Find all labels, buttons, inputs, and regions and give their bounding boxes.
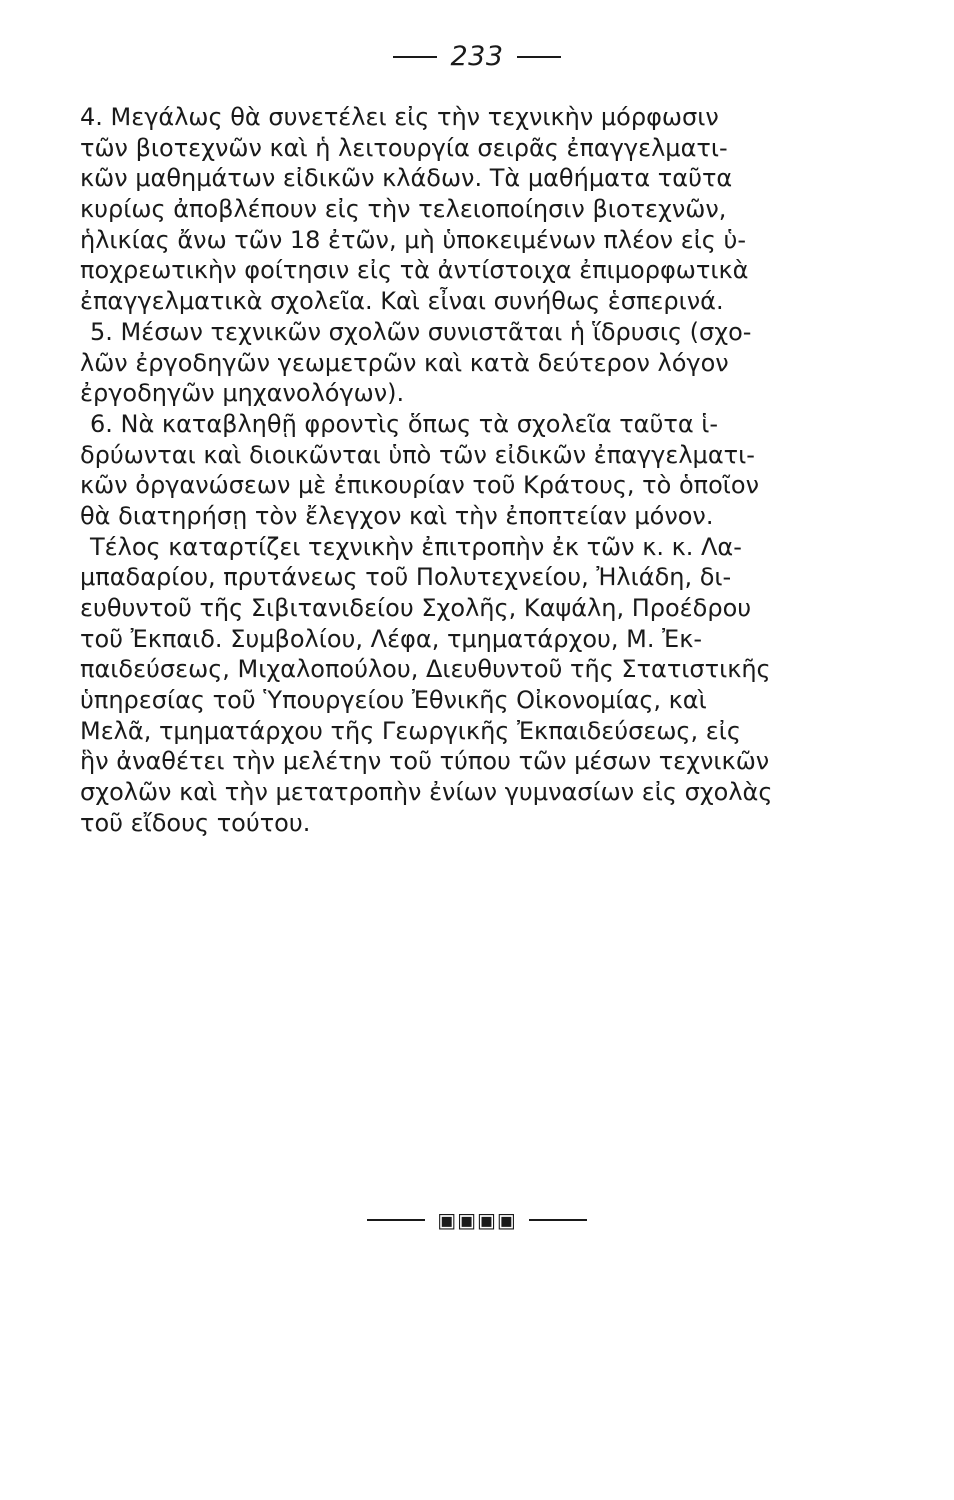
text-line: κυρίως ἀποβλέπουν εἰς τὴν τελειοποίησιν βιοτεχνῶν, <box>80 195 727 224</box>
header-dash-left <box>393 56 437 58</box>
text-line: κῶν ὀργανώσεων μὲ ἐπικουρίαν τοῦ Κράτους, τὸ ὁποῖον <box>80 471 759 500</box>
text-line: παιδεύσεως, Μιχαλοπούλου, Διευθυντοῦ τῆς Στατιστικῆς <box>80 655 771 684</box>
text-line: τοῦ εἴδους τούτου. <box>80 808 311 837</box>
ornament-rule-right <box>529 1219 587 1221</box>
page-header <box>0 40 954 72</box>
text-line: Τέλος καταρτίζει τεχνικὴν ἐπιτροπὴν ἐκ τῶν κ. κ. Λα- <box>90 532 742 561</box>
text-line: ἐργοδηγῶν μηχανολόγων). <box>80 379 405 408</box>
text-line: ευθυντοῦ τῆς Σιβιτανιδείου Σχολῆς, Καψάλη, Προέδρου <box>80 594 752 622</box>
body-text <box>80 102 870 839</box>
text-line: 5. Μέσων τεχνικῶν σχολῶν συνιστᾶται ἡ ἵδρυσις (σχο- <box>90 317 752 346</box>
text-line: 6. Νὰ καταβληθῇ φροντὶς ὅπως τὰ σχολεῖα ταῦτα ἱ- <box>90 409 719 438</box>
end-ornament <box>0 1206 954 1232</box>
text-line: 4. Μεγάλως θὰ συνετέλει εἰς τὴν τεχνικὴν μόρφωσιν <box>80 103 719 131</box>
page-number: 233 <box>450 41 504 72</box>
ornament-glyphs: ▣▣▣▣ <box>437 1207 517 1232</box>
ornament-rule-left <box>367 1219 425 1221</box>
text-line: δρύωνται καὶ διοικῶνται ὑπὸ τῶν εἰδικῶν ἐπαγγελματι- <box>80 440 755 469</box>
text-line: ὑπηρεσίας τοῦ Ὑπουργείου Ἐθνικῆς Οἰκονομίας, καὶ <box>80 686 707 715</box>
text-line: Μελᾶ, τμηματάρχου τῆς Γεωργικῆς Ἐκπαιδεύσεως, εἰς <box>80 716 741 745</box>
text-line: ἣν ἀναθέτει τὴν μελέτην τοῦ τύπου τῶν μέσων τεχνικῶν <box>80 747 770 776</box>
text-line: σχολῶν καὶ τὴν μετατροπὴν ἐνίων γυμνασίων εἰς σχολὰς <box>80 778 773 807</box>
text-line: τοῦ Ἐκπαιδ. Συμβολίου, Λέφα, τμηματάρχου, Μ. Ἐκ- <box>80 624 703 653</box>
text-line: τῶν βιοτεχνῶν καὶ ἡ λειτουργία σειρᾶς ἐπαγγελματι- <box>80 133 728 162</box>
text-line: κῶν μαθημάτων εἰδικῶν κλάδων. Τὰ μαθήματα ταῦτα <box>80 164 733 193</box>
text-line: ἐπαγγελματικὰ σχολεῖα. Καὶ εἶναι συνήθως ἑσπερινά. <box>80 287 724 316</box>
text-line: λῶν ἐργοδηγῶν γεωμετρῶν καὶ κατὰ δεύτερον λόγον <box>80 348 729 377</box>
text-line: ἡλικίας ἄνω τῶν 18 ἐτῶν, μὴ ὑποκειμένων πλέον εἰς ὑ- <box>80 225 747 254</box>
text-line: θὰ διατηρήσῃ τὸν ἔλεγχον καὶ τὴν ἐποπτείαν μόνον. <box>80 501 714 530</box>
header-dash-right <box>517 56 561 58</box>
text-line: μπαδαρίου, πρυτάνεως τοῦ Πολυτεχνείου, Ἠλιάδη, δι- <box>80 563 732 592</box>
text-line: ποχρεωτικὴν φοίτησιν εἰς τὰ ἀντίστοιχα ἐπιμορφωτικὰ <box>80 256 749 285</box>
